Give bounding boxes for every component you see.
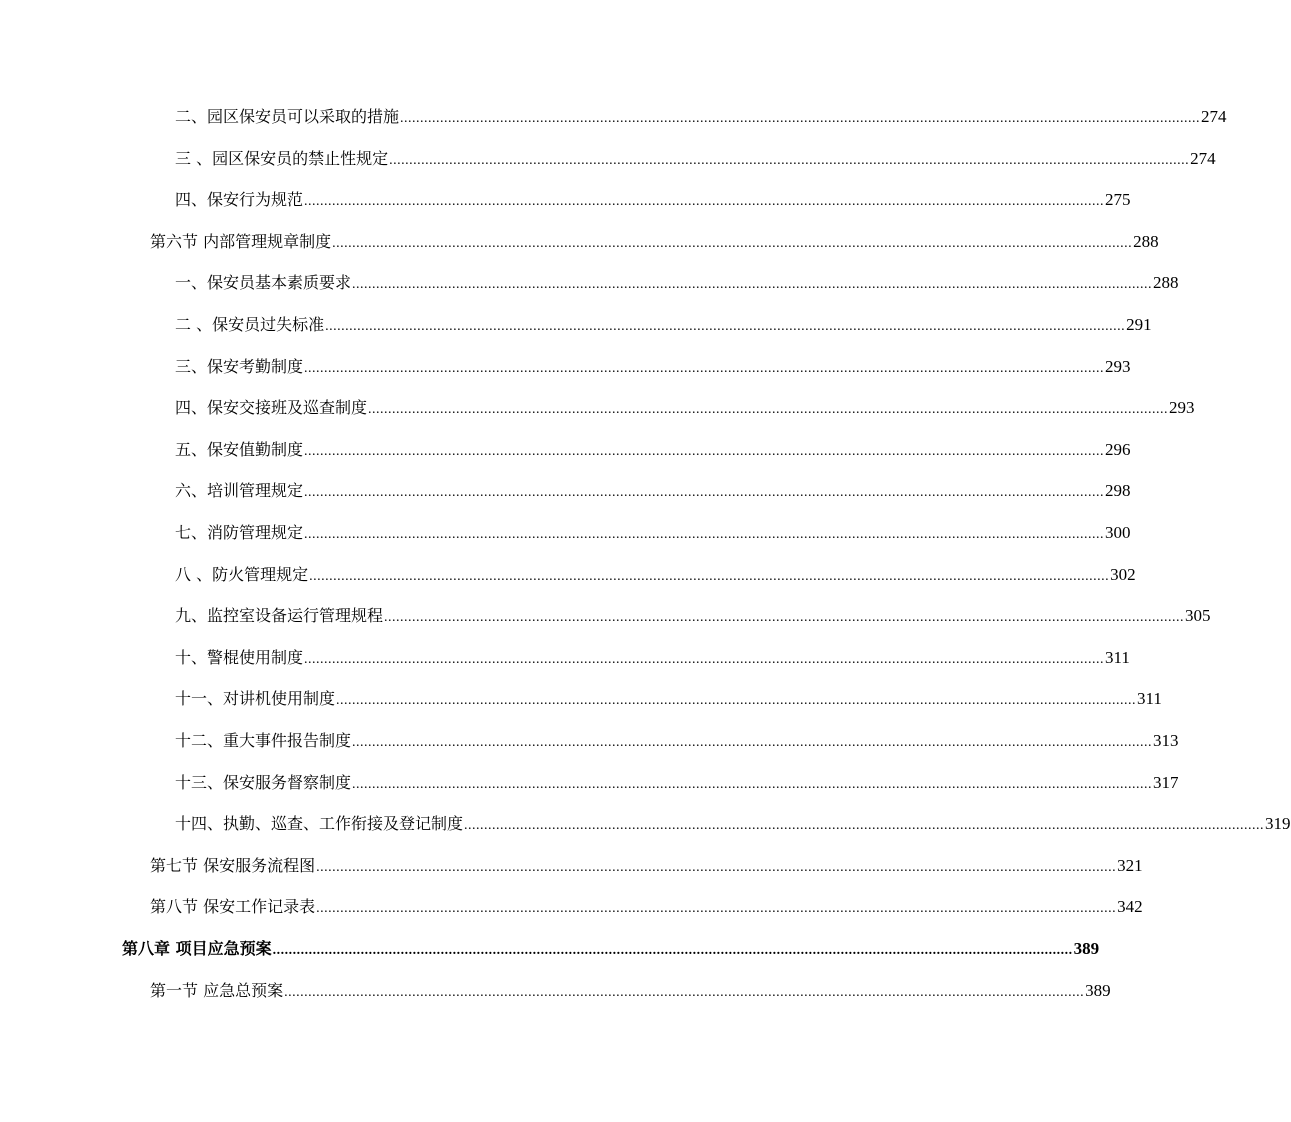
- toc-page-number: 305: [1185, 606, 1211, 625]
- toc-entry-title: 十二、重大事件报告制度: [175, 731, 352, 750]
- toc-page-number: 389: [1073, 939, 1100, 958]
- toc-entry-item[interactable]: [175, 149, 1216, 171]
- toc-entry-section[interactable]: [150, 856, 1143, 878]
- toc-dot-leader: ........................................................................................................................................................................................................: [389, 153, 1190, 168]
- toc-entry-title: 第八节 保安工作记录表: [150, 897, 316, 916]
- toc-dot-leader: ........................................................................................................................................................................................................: [336, 693, 1137, 708]
- toc-dot-leader: ........................................................................................................................................................................................................: [304, 444, 1105, 459]
- toc-entry-item[interactable]: [175, 731, 1179, 753]
- toc-dot-leader: ........................................................................................................................................................................................................: [304, 652, 1105, 667]
- toc-entry-title: 四、保安行为规范: [175, 190, 304, 209]
- toc-entry-title: 第一节 应急总预案: [150, 981, 284, 1000]
- toc-entry-title: 九、监控室设备运行管理规程: [175, 606, 384, 625]
- toc-entry-item[interactable]: [175, 190, 1131, 212]
- toc-dot-leader: ........................................................................................................................................................................................................: [284, 985, 1085, 1000]
- toc-entry-title: 第七节 保安服务流程图: [150, 856, 316, 875]
- toc-dot-leader: ........................................................................................................................................................................................................: [464, 818, 1265, 833]
- toc-page-number: 274: [1201, 107, 1227, 126]
- toc-page-number: 319: [1265, 814, 1291, 833]
- toc-page-number: 389: [1085, 981, 1111, 1000]
- toc-entry-title: 一、保安员基本素质要求: [175, 273, 352, 292]
- toc-entry-item[interactable]: [175, 606, 1211, 628]
- toc-entry-item[interactable]: [175, 481, 1131, 503]
- toc-dot-leader: ........................................................................................................................................................................................................: [316, 860, 1117, 875]
- toc-entry-section[interactable]: [150, 897, 1143, 919]
- toc-dot-leader: ........................................................................................................................................................................................................: [316, 901, 1117, 916]
- toc-entry-item[interactable]: [175, 440, 1131, 462]
- toc-entry-title: 三、保安考勤制度: [175, 357, 304, 376]
- toc-page-number: 274: [1190, 149, 1216, 168]
- toc-entry-item[interactable]: [175, 565, 1136, 587]
- toc-entry-title: 六、培训管理规定: [175, 481, 304, 500]
- toc-entry-title: 第六节 内部管理规章制度: [150, 232, 332, 251]
- toc-entry-title: 十三、保安服务督察制度: [175, 773, 352, 792]
- toc-entry-item[interactable]: [175, 814, 1291, 836]
- toc-entry-item[interactable]: [175, 315, 1152, 337]
- toc-dot-leader: ........................................................................................................................................................................................................: [352, 277, 1153, 292]
- toc-page-number: 311: [1105, 648, 1130, 667]
- toc-page-number: 300: [1105, 523, 1131, 542]
- toc-entry-title: 第八章 项目应急预案: [122, 939, 272, 958]
- toc-entry-item[interactable]: [175, 689, 1162, 711]
- toc-entry-section[interactable]: [150, 981, 1111, 1003]
- toc-entry-item[interactable]: [175, 273, 1179, 295]
- toc-dot-leader: ........................................................................................................................................................................................................: [352, 777, 1153, 792]
- toc-entry-title: 十、警棍使用制度: [175, 648, 304, 667]
- toc-entry-item[interactable]: [175, 523, 1131, 545]
- toc-page-number: 293: [1105, 357, 1131, 376]
- toc-entry-item[interactable]: [175, 773, 1179, 795]
- toc-page-number: 288: [1153, 273, 1179, 292]
- toc-entry-item[interactable]: [175, 107, 1227, 129]
- toc-entry-chapter[interactable]: [122, 939, 1100, 961]
- toc-dot-leader: ........................................................................................................................................................................................................: [400, 111, 1201, 126]
- toc-entry-title: 十一、对讲机使用制度: [175, 689, 336, 708]
- toc-entry-item[interactable]: [175, 398, 1195, 420]
- toc-dot-leader: ........................................................................................................................................................................................................: [368, 402, 1169, 417]
- toc-page-number: 311: [1137, 689, 1162, 708]
- toc-entry-item[interactable]: [175, 648, 1130, 670]
- toc-page-number: 313: [1153, 731, 1179, 750]
- toc-entry-title: 七、消防管理规定: [175, 523, 304, 542]
- toc-dot-leader: ........................................................................................................................................................................................................: [309, 569, 1110, 584]
- toc-page-number: 288: [1133, 232, 1159, 251]
- toc-entry-title: 三 、园区保安员的禁止性规定: [175, 149, 389, 168]
- toc-dot-leader: ........................................................................................................................................................................................................: [304, 361, 1105, 376]
- toc-page-number: 296: [1105, 440, 1131, 459]
- toc-dot-leader: ........................................................................................................................................................................................................: [384, 610, 1185, 625]
- toc-entry-title: 五、保安值勤制度: [175, 440, 304, 459]
- toc-dot-leader: ........................................................................................................................................................................................................: [272, 943, 1073, 958]
- toc-page-number: 293: [1169, 398, 1195, 417]
- toc-page-number: 291: [1126, 315, 1152, 334]
- toc-entry-section[interactable]: [150, 232, 1159, 254]
- toc-entry-item[interactable]: [175, 357, 1131, 379]
- toc-entry-title: 四、保安交接班及巡查制度: [175, 398, 368, 417]
- toc-dot-leader: ........................................................................................................................................................................................................: [325, 319, 1126, 334]
- toc-dot-leader: ........................................................................................................................................................................................................: [352, 735, 1153, 750]
- toc-entry-title: 八 、防火管理规定: [175, 565, 309, 584]
- toc-page-number: 317: [1153, 773, 1179, 792]
- toc-page-number: 321: [1117, 856, 1143, 875]
- toc-dot-leader: ........................................................................................................................................................................................................: [304, 194, 1105, 209]
- toc-dot-leader: ........................................................................................................................................................................................................: [332, 236, 1133, 251]
- toc-page-number: 275: [1105, 190, 1131, 209]
- toc-page-number: 342: [1117, 897, 1143, 916]
- toc-dot-leader: ........................................................................................................................................................................................................: [304, 485, 1105, 500]
- toc-page-number: 298: [1105, 481, 1131, 500]
- toc-entry-title: 十四、执勤、巡查、工作衔接及登记制度: [175, 814, 464, 833]
- toc-entry-title: 二、园区保安员可以采取的措施: [175, 107, 400, 126]
- toc-entry-title: 二 、保安员过失标准: [175, 315, 325, 334]
- toc-page-number: 302: [1110, 565, 1136, 584]
- toc-dot-leader: ........................................................................................................................................................................................................: [304, 527, 1105, 542]
